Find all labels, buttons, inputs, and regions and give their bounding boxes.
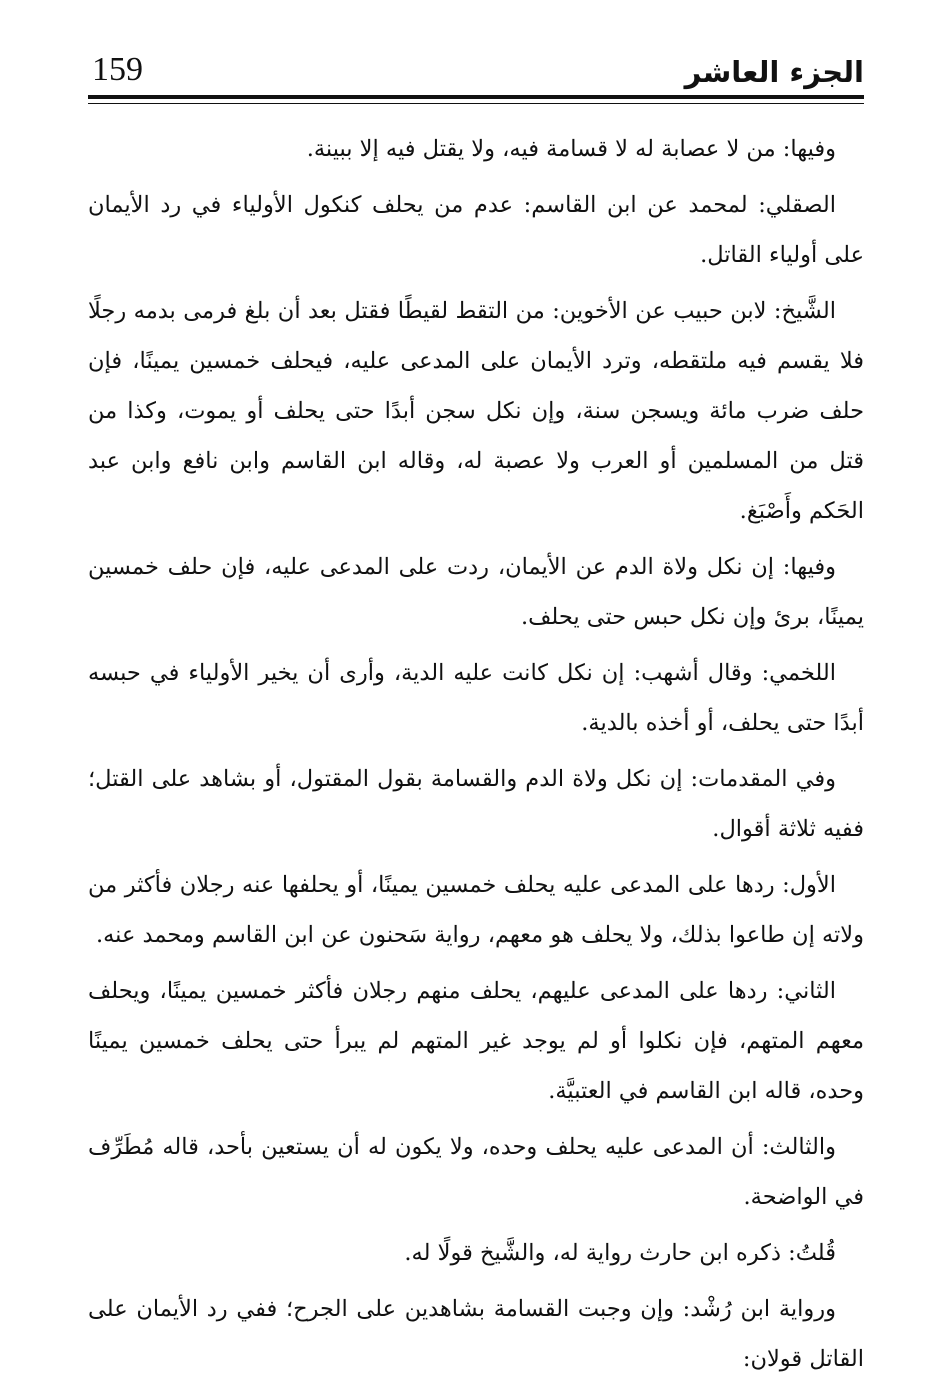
- paragraph: قُلتُ: ذكره ابن حارث رواية له، والشَّيخ قولًا له.: [404, 1240, 836, 1266]
- paragraph: الثاني: ردها على المدعى عليهم، يحلف منهم رجلان فأكثر خمسين يمينًا، ويحلف معهم المتهم، فإن نكلوا أو لم يوجد غير المتهم لم يبرأ حتى يحلف خمسين يمينًا وحده، قاله ابن القاسم في العتبيَّة.: [88, 978, 864, 1104]
- body-text: [88, 124, 864, 1390]
- page-header: [88, 48, 864, 98]
- header-rule-thin: [88, 103, 864, 104]
- paragraph: الصقلي: لمحمد عن ابن القاسم: عدم من يحلف كنكول الأولياء في رد الأيمان على أولياء القاتل.: [88, 192, 864, 268]
- page-number: 159: [92, 51, 143, 88]
- paragraph: والثالث: أن المدعى عليه يحلف وحده، ولا يكون له أن يستعين بأحد، قاله مُطَرِّف في الواضحة.: [88, 1134, 864, 1210]
- paragraph: اللخمي: وقال أشهب: إن نكل كانت عليه الدية، وأرى أن يخير الأولياء في حبسه أبدًا حتى يحلف، أو أخذه بالدية.: [88, 660, 864, 736]
- paragraph: الأول: ردها على المدعى عليه يحلف خمسين يمينًا، أو يحلفها عنه رجلان فأكثر من ولاته إن طاعوا بذلك، ولا يحلف هو معهم، رواية سَحنون عن ابن القاسم ومحمد عنه.: [88, 872, 864, 948]
- paragraph: وفيها: من لا عصابة له لا قسامة فيه، ولا يقتل فيه إلا ببينة.: [306, 136, 836, 162]
- paragraph: وفيها: إن نكل ولاة الدم عن الأيمان، ردت على المدعى عليه، فإن حلف خمسين يمينًا، برئ وإن نكل حبس حتى يحلف.: [88, 554, 864, 630]
- paragraph: الشَّيخ: لابن حبيب عن الأخوين: من التقط لقيطًا فقتل بعد أن بلغ فرمى بدمه رجلًا فلا يقسم فيه ملتقطه، وترد الأيمان على المدعى عليه، فيحلف خمسين يمينًا، فإن حلف ضرب مائة ويسجن سنة، وإن نكل سجن أبدًا حتى يحلف أو يموت، وكذا من قتل من المسلمين أو العرب ولا عصبة له، وقاله ابن القاسم وابن نافع وابن عبد الحَكم وأَصْبَغ.: [88, 298, 864, 524]
- running-title: الجزء العاشر: [684, 55, 864, 89]
- header-rule-thick: [88, 95, 864, 99]
- paragraph: وفي المقدمات: إن نكل ولاة الدم والقسامة بقول المقتول، أو بشاهد على القتل؛ ففيه ثلاثة أقوال.: [88, 766, 864, 842]
- paragraph: ورواية ابن رُشْد: وإن وجبت القسامة بشاهدين على الجرح؛ ففي رد الأيمان على القاتل قولان:: [88, 1296, 864, 1372]
